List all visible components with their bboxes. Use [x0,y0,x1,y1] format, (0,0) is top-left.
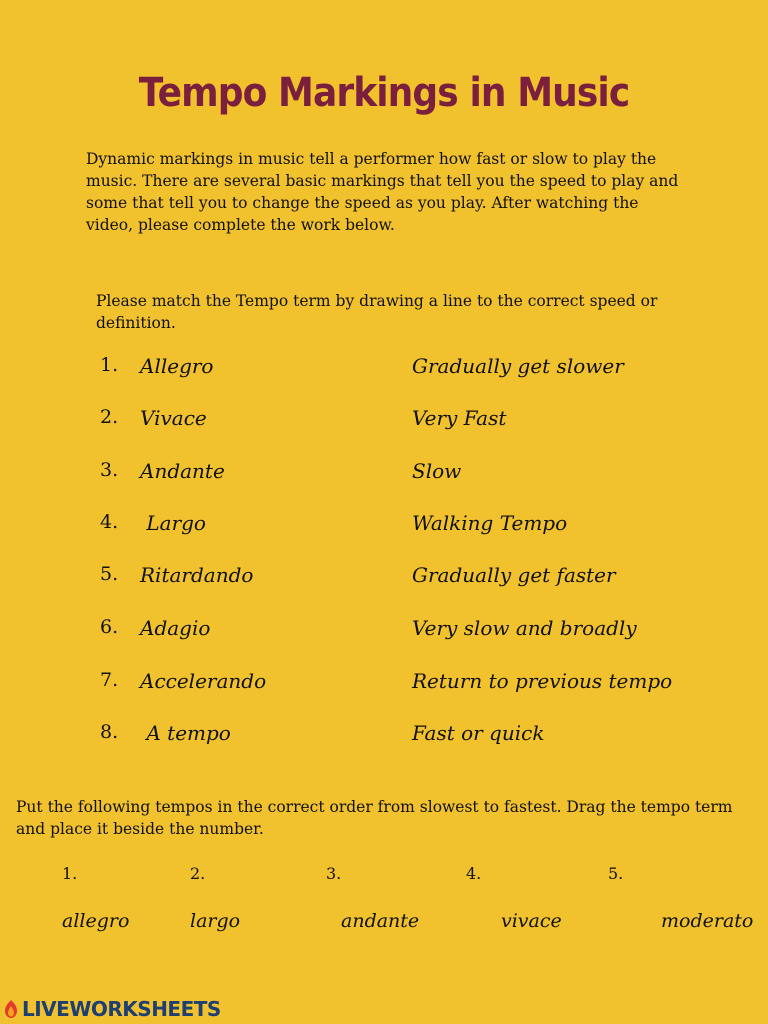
footer-brand[interactable] [2,996,221,1022]
footer-brand-label: LIVEWORKSHEETS [22,997,221,1021]
row-number: 8. [100,721,119,743]
match-row [0,616,768,646]
order-slot-2[interactable]: 2. [190,864,206,883]
tempo-definition[interactable]: Very Fast [412,406,507,430]
order-instruction: Put the following tempos in the correct order from slowest to fastest. Drag the tempo term and place it beside the number. [16,798,733,838]
draggable-term-allegro[interactable]: allegro [62,910,130,932]
row-number: 1. [100,354,119,376]
draggable-term-andante[interactable]: andante [341,910,420,932]
tempo-term[interactable]: Ritardando [140,563,254,587]
order-slot-4[interactable]: 4. [466,864,482,883]
order-slot-1[interactable]: 1. [62,864,78,883]
order-slot-3[interactable]: 3. [326,864,342,883]
match-row [0,511,768,541]
tempo-term[interactable]: Adagio [140,616,211,640]
page-title: Tempo Markings in Music [138,70,630,116]
row-number: 4. [100,511,119,533]
row-number: 5. [100,563,119,585]
draggable-term-vivace[interactable]: vivace [501,910,562,932]
tempo-term[interactable]: Accelerando [140,669,267,693]
match-row [0,669,768,699]
order-slot-5[interactable]: 5. [608,864,624,883]
tempo-term[interactable]: Largo [140,511,206,535]
row-number: 2. [100,406,119,428]
tempo-definition[interactable]: Very slow and broadly [412,616,637,640]
tempo-definition[interactable]: Walking Tempo [412,511,568,535]
tempo-definition[interactable]: Return to previous tempo [412,669,673,693]
row-number: 7. [100,669,119,691]
tempo-term[interactable]: Allegro [140,354,214,378]
tempo-term[interactable]: A tempo [140,721,231,745]
draggable-term-moderato[interactable]: moderato [661,910,754,932]
match-row [0,563,768,593]
match-instruction: Please match the Tempo term by drawing a line to the correct speed or definition. [96,292,658,332]
intro-paragraph: Dynamic markings in music tell a performer how fast or slow to play the music. There are several basic markings that tell you the speed to play and some that tell you to change the speed as you play. After watching the video, please complete the work below. [86,150,679,234]
match-row [0,354,768,384]
match-row [0,406,768,436]
tempo-definition[interactable]: Fast or quick [412,721,545,745]
tempo-definition[interactable]: Gradually get faster [412,563,616,587]
draggable-term-largo[interactable]: largo [190,910,241,932]
tempo-definition[interactable]: Slow [412,459,462,483]
tempo-term[interactable]: Vivace [140,406,207,430]
tempo-term[interactable]: Andante [140,459,225,483]
liveworksheets-logo-icon [2,998,20,1020]
row-number: 6. [100,616,119,638]
match-row [0,721,768,751]
row-number: 3. [100,459,119,481]
match-row [0,459,768,489]
tempo-definition[interactable]: Gradually get slower [412,354,624,378]
